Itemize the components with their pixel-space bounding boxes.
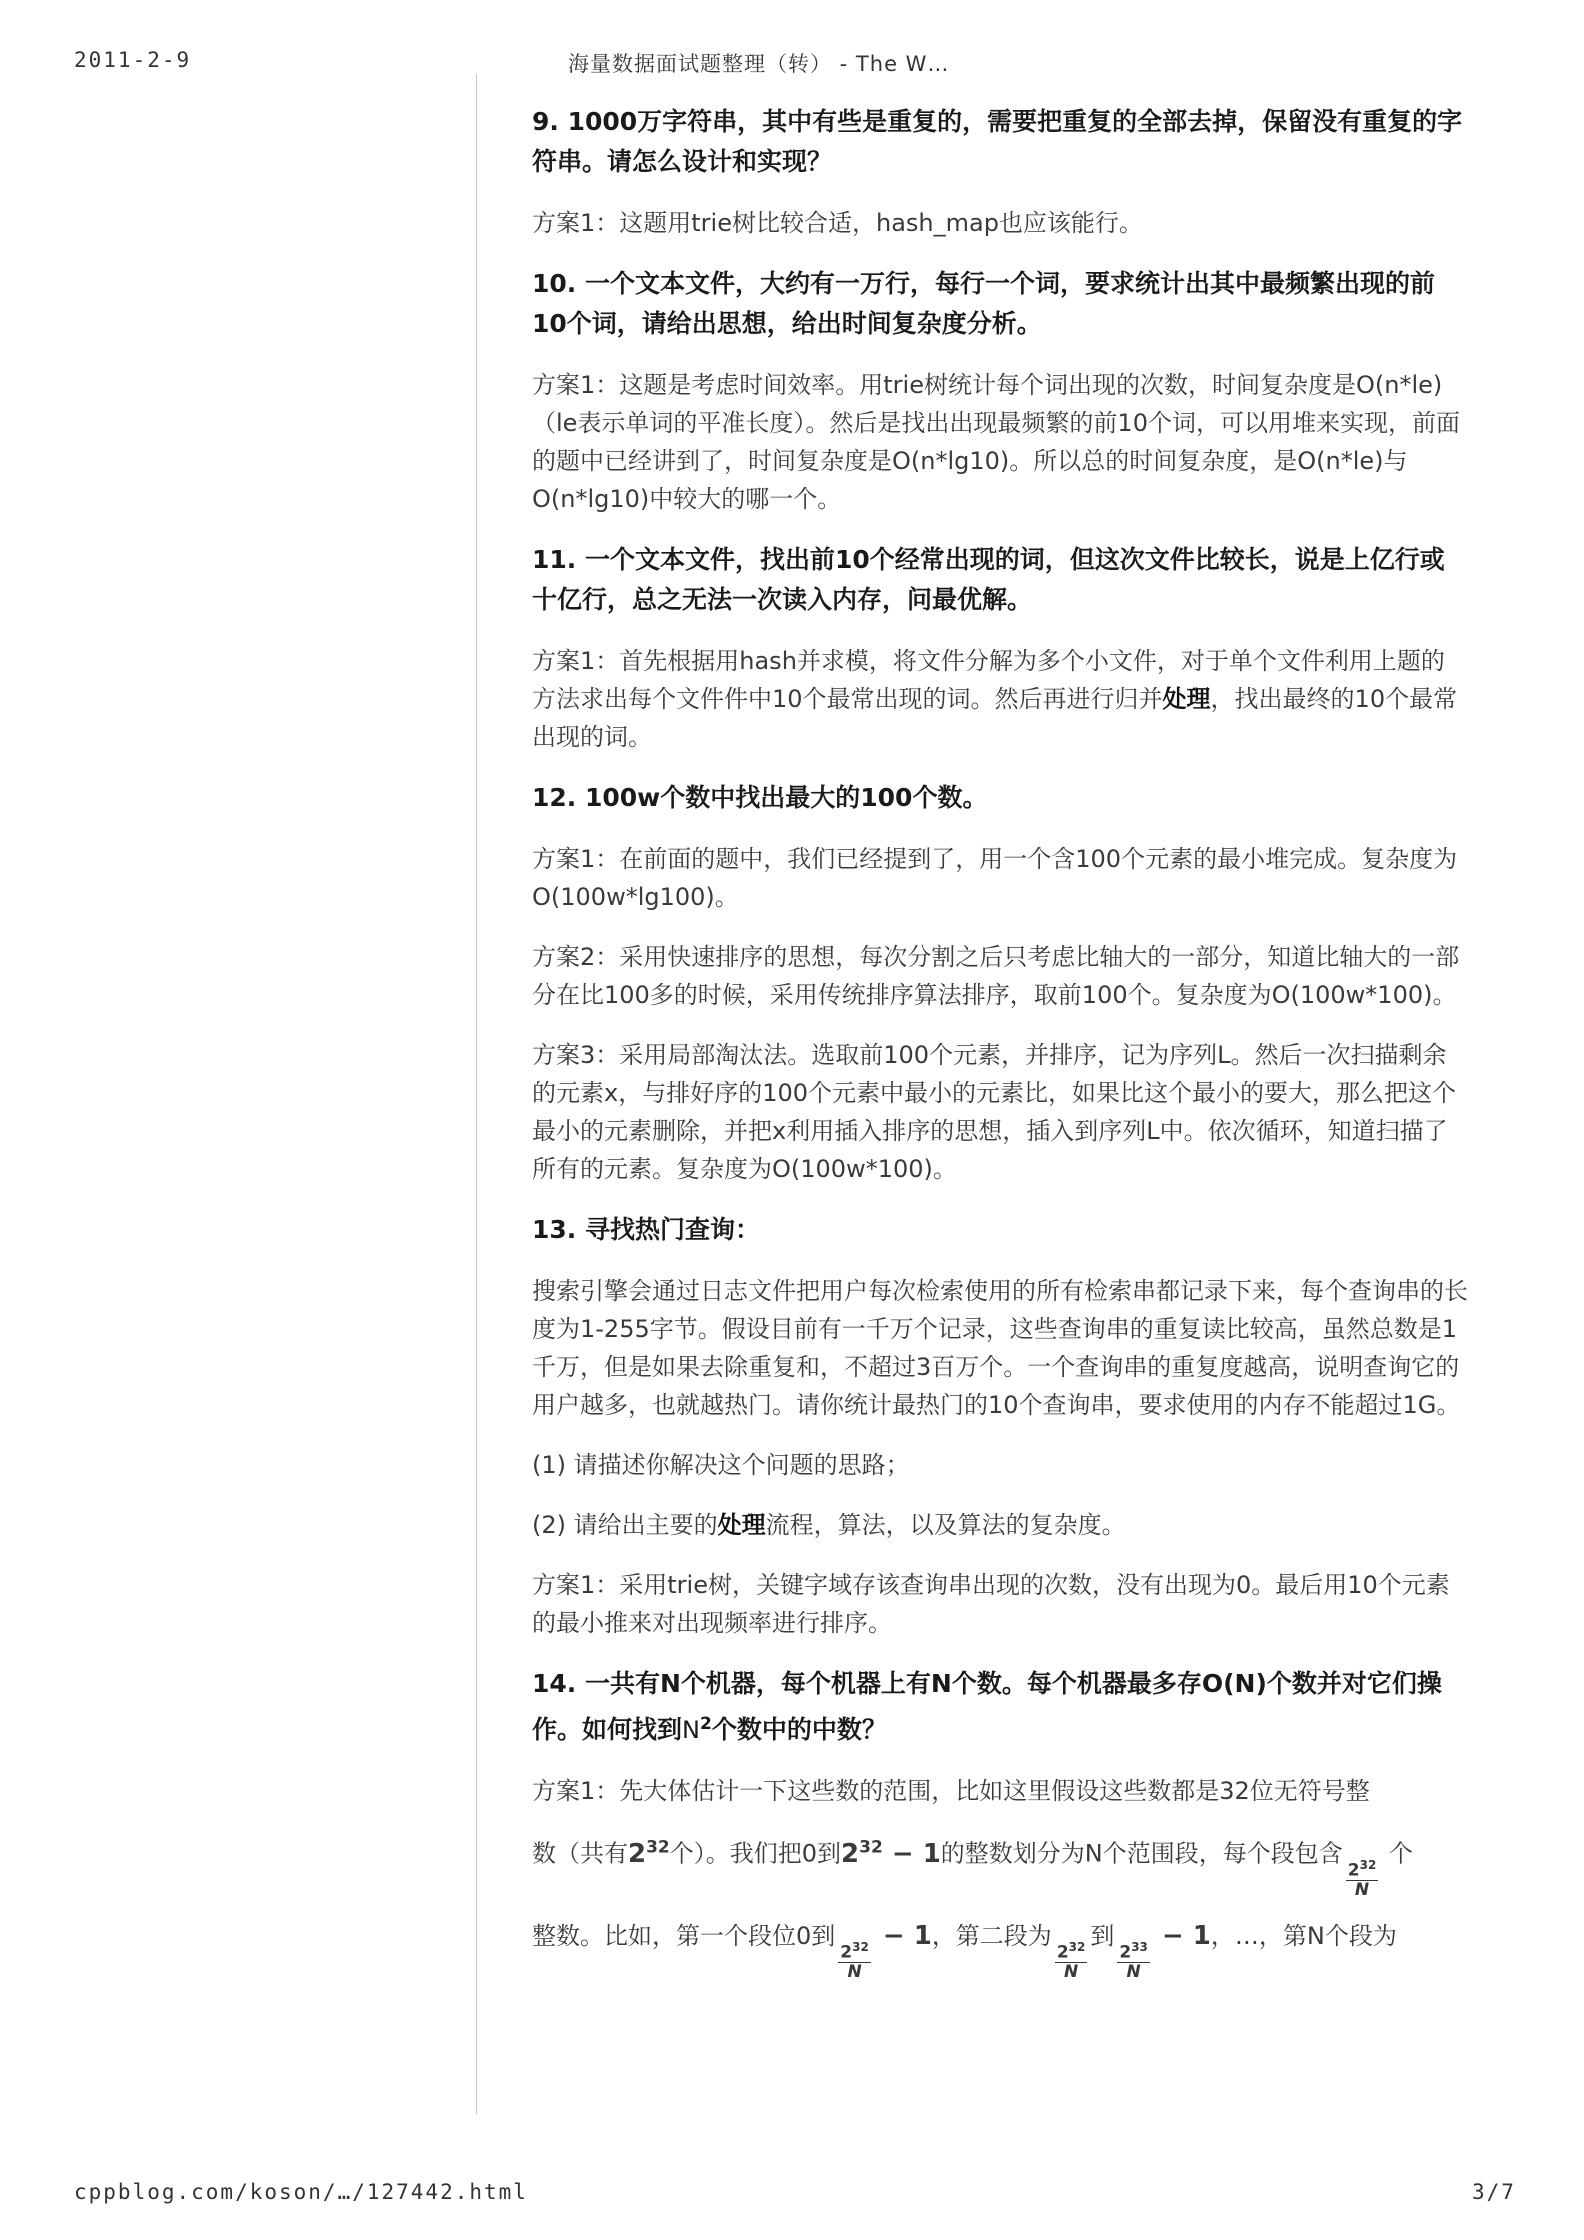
question-11-title: 11. 一个文本文件，找出前10个经常出现的词，但这次文件比较长，说是上亿行或十亿行，总之无法一次读入内存，问最优解。	[532, 545, 1445, 614]
article-content	[532, 102, 1468, 2003]
process-bold: 处理	[717, 1511, 766, 1539]
question-14	[532, 1664, 1468, 1981]
question-11-plan1-a: 方案1：首先根据用hash并求模，将文件分解为多个小文件，对于单个文件利用上题的	[532, 647, 1445, 675]
question-13-title: 13. 寻找热门查询：	[532, 1215, 760, 1244]
text-nth-segment: ，…，第N个段为	[1210, 1921, 1397, 1950]
question-14-title	[532, 1664, 1468, 1750]
n-symbol: N	[682, 1716, 700, 1744]
text-for-example: 整数。比如，第一个段位0到	[532, 1921, 836, 1950]
question-13-req1: (1) 请描述你解决这个问题的思路；	[532, 1451, 910, 1479]
frac2-minus: − 1	[873, 1920, 932, 1951]
frac3-num	[1055, 1938, 1088, 1963]
question-9	[532, 102, 1468, 242]
text-split-n-ranges: 的整数划分为N个范围段，每个段包含	[940, 1839, 1343, 1868]
margin-line	[476, 74, 477, 2114]
fraction-2-32-over-n	[1346, 1856, 1379, 1899]
question-10-title: 10. 一个文本文件，大约有一万行，每行一个词，要求统计出其中最频繁出现的前10个词，请给出思想，给出时间复杂度分析。	[532, 269, 1435, 338]
question-9-plan1: 方案1：这题用trie树比较合适，hash_map也应该能行。	[532, 209, 1143, 237]
range-upper-bound	[841, 1839, 941, 1869]
question-14-title-b: 个数中的中数？	[711, 1715, 887, 1744]
question-12-plan1: 方案1：在前面的题中，我们已经提到了，用一个含100个元素的最小堆完成。复杂度为O(100w*lg100)。	[532, 845, 1458, 911]
frac1-den: N	[1354, 1879, 1370, 1900]
frac3-den: N	[1063, 1961, 1079, 1982]
frac4-num-exp: 33	[1131, 1940, 1148, 1954]
fraction-2-32-over-n-b	[1055, 1938, 1088, 1981]
power-exp: 32	[646, 1837, 670, 1857]
frac4-den: N	[1126, 1961, 1141, 1982]
frac3-num-exp: 32	[1068, 1940, 1086, 1954]
question-14-plan1-line1: 方案1：先大体估计一下这些数的范围，比如这里假设这些数都是32位无符号整	[532, 1777, 1370, 1805]
question-13-req2-b: 流程，算法，以及算法的复杂度。	[765, 1511, 1126, 1539]
frac1-num-exp: 32	[1359, 1858, 1377, 1872]
n-exponent: 2	[699, 1714, 712, 1734]
question-11-plan1-c: ，找出最终的10个最常出现的词。	[532, 685, 1458, 751]
power-base: 2	[628, 1838, 647, 1869]
question-10	[532, 264, 1468, 518]
frac3-num-base: 2	[1056, 1942, 1069, 1963]
frac1-num	[1346, 1856, 1379, 1881]
fraction-2-33-over-n-minus-1	[1117, 1938, 1150, 1981]
question-9-title: 9. 1000万字符串，其中有些是重复的，需要把重复的全部去掉，保留没有重复的字符串。请怎么设计和实现？	[532, 107, 1463, 176]
question-12-plan3: 方案3：采用局部淘汰法。选取前100个元素，并排序，记为序列L。然后一次扫描剩余的元素x，与排好序的100个元素中最小的元素比，如果比这个最小的要大，那么把这个最小的元素删除，并把x利用插入排序的思想，插入到序列L中。依次循环，知道扫描了所有的元素。复杂度为O(100w*100)。	[532, 1041, 1457, 1183]
footer-page-number: 3/7	[1472, 2180, 1516, 2204]
question-12-plan2: 方案2：采用快速排序的思想，每次分割之后只考虑比轴大的一部分，知道比轴大的一部分在比100多的时候，采用传统排序算法排序，取前100个。复杂度为O(100w*100)。	[532, 943, 1460, 1009]
question-13-plan1: 方案1：采用trie树，关键字域存该查询串出现的次数，没有出现为0。最后用10个元素的最小推来对出现频率进行排序。	[532, 1571, 1450, 1637]
frac1-num-base: 2	[1347, 1860, 1360, 1881]
text-to: 到	[1090, 1921, 1115, 1950]
frac4-num-base: 2	[1119, 1942, 1132, 1963]
question-13	[532, 1210, 1468, 1642]
question-11	[532, 540, 1468, 756]
question-10-plan1: 方案1：这题是考虑时间效率。用trie树统计每个词出现的次数，时间复杂度是O(n*le)（le表示单词的平准长度）。然后是找出出现最频繁的前10个词，可以用堆来实现，前面的题中已经讲到了，时间复杂度是O(n*lg10)。所以总的时间复杂度，是O(n*le)与O(n*lg10)中较大的哪一个。	[532, 371, 1460, 513]
question-14-plan1-line3	[532, 1917, 1468, 1981]
fraction-2-32-over-n-minus-1	[838, 1938, 871, 1981]
range-exp: 32	[859, 1837, 883, 1857]
question-12-title: 12. 100w个数中找出最大的100个数。	[532, 783, 988, 812]
frac2-den: N	[847, 1961, 862, 1982]
question-13-req2	[532, 1506, 1468, 1544]
frac2-num	[838, 1938, 871, 1963]
header-title: 海量数据面试题整理（转） - The W…	[568, 52, 950, 76]
text-we-divide: 个）。我们把0到	[669, 1839, 842, 1868]
text-second-segment: ，第二段为	[931, 1921, 1052, 1950]
question-11-plan1	[532, 642, 1468, 756]
question-12	[532, 778, 1468, 1188]
question-11-plan1-b: 求出每个文件件中10个最常出现的词。然后再进行归并	[580, 685, 1163, 713]
text-ge: 个	[1381, 1839, 1413, 1868]
n-squared-math	[682, 1716, 712, 1744]
question-13-req2-a: (2) 请给出主要的	[532, 1511, 718, 1539]
question-14-plan1-line2	[532, 1828, 1468, 1899]
frac4-num	[1117, 1938, 1150, 1963]
frac2-num-base: 2	[840, 1942, 853, 1963]
footer-url[interactable]: cppblog.com/koson/…/127442.html	[74, 2180, 528, 2204]
frac2-num-exp: 32	[852, 1940, 869, 1954]
question-13-desc: 搜索引擎会通过日志文件把用户每次检索使用的所有检索串都记录下来，每个查询串的长度为1-255字节。假设目前有一千万个记录，这些查询串的重复读比较高，虽然总数是1千万，但是如果去除重复和，不超过3百万个。一个查询串的重复度越高，说明查询它的用户越多，也就越热门。请你统计最热门的10个查询串，要求使用的内存不能超过1G。	[532, 1277, 1468, 1419]
frac4-minus: − 1	[1152, 1920, 1211, 1951]
range-minus: − 1	[882, 1838, 941, 1869]
header-date: 2011-2-9	[74, 48, 192, 72]
text-total-open: 数（共有	[532, 1839, 628, 1868]
range-base: 2	[841, 1838, 860, 1869]
process-bold: 处理	[1162, 685, 1211, 713]
method-link[interactable]: 方法	[532, 685, 580, 713]
question-14-title-a: 14. 一共有N个机器，每个机器上有N个数。每个机器最多存O(N)个数并对它们操作。如何找到	[532, 1669, 1442, 1744]
power-2-32	[628, 1839, 670, 1869]
